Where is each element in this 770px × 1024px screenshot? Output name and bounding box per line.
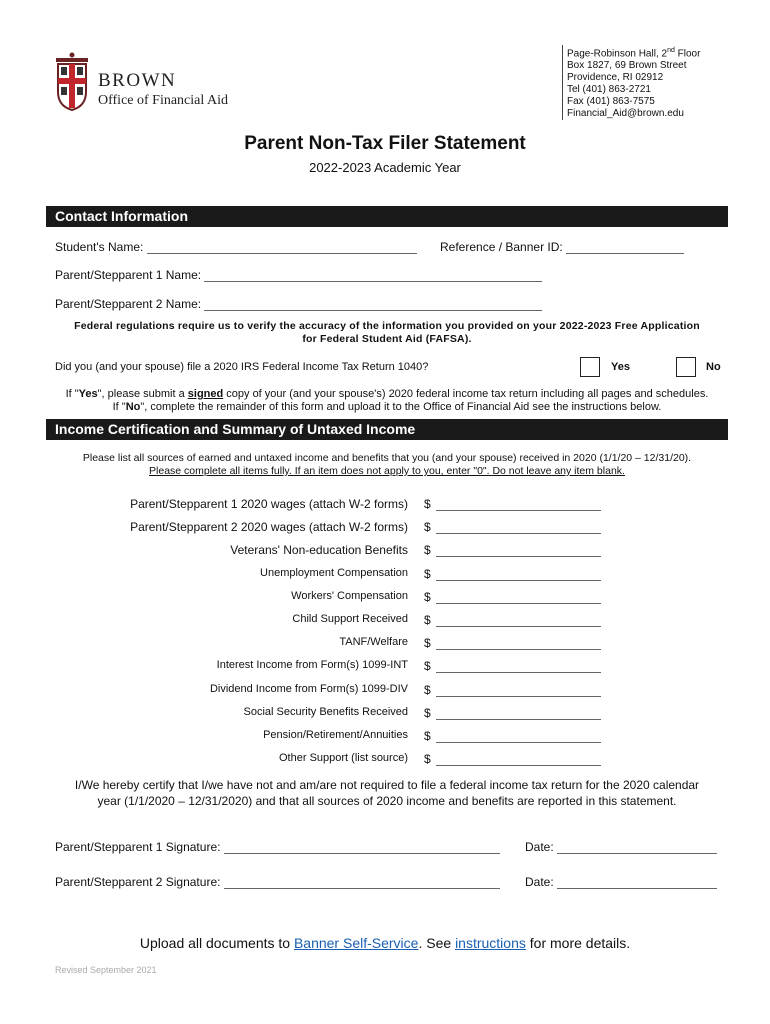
income-instruction-1: Please list all sources of earned and untaxed income and benefits that you (and your spouse) received in 2020 (1/1/20 – 12/31/20). [82, 452, 692, 464]
yes-note-text: ", please submit a [97, 388, 188, 400]
income-amount-field[interactable] [436, 499, 601, 511]
yes-label: Yes [611, 361, 630, 373]
income-item-label: Other Support (list source) [279, 752, 408, 764]
yes-note-text: If " [65, 388, 79, 400]
parent2-signature-field[interactable] [224, 877, 500, 889]
revision-date: Revised September 2021 [55, 965, 157, 975]
income-amount-field[interactable] [436, 522, 601, 534]
income-amount-field[interactable] [436, 685, 601, 697]
dollar-sign: $ [424, 659, 431, 673]
yes-note-text: copy of your (and your spouse's) 2020 federal income tax return including all pages and schedules. [223, 388, 709, 400]
student-name-row [55, 240, 417, 254]
form-title: Parent Non-Tax Filer Statement [244, 133, 526, 154]
income-item-label: Pension/Retirement/Annuities [263, 729, 408, 741]
income-amount-field[interactable] [436, 545, 601, 557]
income-item-label: Parent/Stepparent 1 2020 wages (attach W-2 forms) [130, 497, 408, 511]
dollar-sign: $ [424, 520, 431, 534]
parent2-signature-label: Parent/Stepparent 2 Signature: [55, 875, 221, 889]
dollar-sign: $ [424, 567, 431, 581]
dollar-sign: $ [424, 729, 431, 743]
income-item-label: Veterans' Non-education Benefits [230, 543, 408, 557]
upload-text: . See [418, 935, 456, 951]
instructions-link[interactable]: instructions [455, 935, 526, 951]
parent1-name-row [55, 268, 542, 282]
income-instruction-2: Please complete all items fully. If an item does not apply to you, enter "0". Do not leave any item blank. [149, 465, 625, 477]
dollar-sign: $ [424, 497, 431, 511]
income-amount-field[interactable] [436, 708, 601, 720]
parent1-signature-row [55, 840, 500, 854]
parent1-name-field[interactable] [204, 270, 542, 282]
form-subtitle: 2022-2023 Academic Year [309, 160, 461, 175]
student-name-label: Student's Name: [55, 240, 144, 254]
brand-subtitle: Office of Financial Aid [98, 93, 228, 108]
reference-row [440, 240, 684, 254]
fafsa-notice [46, 320, 728, 346]
no-instructions [46, 400, 728, 414]
income-amount-field[interactable] [436, 731, 601, 743]
yes-note-emphasis: Yes [78, 388, 98, 400]
parent2-date-row [525, 875, 717, 889]
contact-section-header: Contact Information [46, 206, 728, 227]
parent2-signature-row [55, 875, 500, 889]
date-label: Date: [525, 840, 554, 854]
no-label: No [706, 361, 721, 373]
income-item-label: Child Support Received [292, 613, 408, 625]
income-item-label: TANF/Welfare [339, 636, 408, 648]
brand-name: BROWN [98, 70, 177, 91]
parent1-signature-label: Parent/Stepparent 1 Signature: [55, 840, 221, 854]
dollar-sign: $ [424, 613, 431, 627]
parent2-name-field[interactable] [204, 299, 542, 311]
yes-checkbox[interactable] [580, 357, 600, 377]
dollar-sign: $ [424, 683, 431, 697]
office-address [562, 45, 700, 120]
income-amount-field[interactable] [436, 754, 601, 766]
dollar-sign: $ [424, 543, 431, 557]
income-item-label: Dividend Income from Form(s) 1099-DIV [209, 683, 408, 695]
parent2-name-row [55, 297, 542, 311]
notice-line: Federal regulations require us to verify the accuracy of the information you provided on your 2022-2023 Free Application [74, 320, 700, 332]
parent1-date-row [525, 840, 717, 854]
no-note-emphasis: No [125, 401, 141, 413]
dollar-sign: $ [424, 706, 431, 720]
address-email: Financial_Aid@brown.edu [567, 108, 684, 120]
yes-instructions [46, 387, 728, 401]
no-note-text: If " [112, 401, 126, 413]
dollar-sign: $ [424, 590, 431, 604]
upload-text: Upload all documents to [139, 935, 294, 951]
income-item-label: Workers' Compensation [291, 590, 408, 602]
address-line: Tel (401) 863-2721 [567, 84, 651, 96]
dollar-sign: $ [424, 636, 431, 650]
income-item-label: Interest Income from Form(s) 1099-INT [216, 659, 408, 671]
income-amount-field[interactable] [436, 661, 601, 673]
no-checkbox[interactable] [676, 357, 696, 377]
address-line: Providence, RI 02912 [567, 72, 664, 84]
certification-line: I/We hereby certify that I/we have not and am/are not required to file a federal income tax return for the 2020 calendar [74, 778, 700, 792]
date-label: Date: [525, 875, 554, 889]
parent1-name-label: Parent/Stepparent 1 Name: [55, 268, 202, 282]
student-name-field[interactable] [147, 242, 417, 254]
no-note-text: ", complete the remainder of this form and upload it to the Office of Financial Aid see the instructions below. [140, 401, 662, 413]
certification-line: year (1/1/2020 – 12/31/2020) and that all sources of 2020 income and benefits are reported in this statement. [97, 794, 677, 808]
notice-line: for Federal Student Aid (FAFSA). [302, 333, 472, 345]
parent1-date-field[interactable] [557, 842, 717, 854]
income-item-label: Social Security Benefits Received [243, 706, 408, 718]
reference-label: Reference / Banner ID: [440, 240, 563, 254]
income-amount-field[interactable] [436, 569, 601, 581]
address-line: Page-Robinson Hall, 2nd Floor [567, 47, 701, 60]
income-amount-field[interactable] [436, 615, 601, 627]
tax-return-question: Did you (and your spouse) file a 2020 IRS Federal Income Tax Return 1040? [55, 361, 429, 373]
income-section-header: Income Certification and Summary of Untaxed Income [46, 419, 728, 440]
parent1-signature-field[interactable] [224, 842, 500, 854]
dollar-sign: $ [424, 752, 431, 766]
parent2-date-field[interactable] [557, 877, 717, 889]
parent2-name-label: Parent/Stepparent 2 Name: [55, 297, 202, 311]
reference-field[interactable] [566, 242, 684, 254]
upload-instructions [0, 935, 770, 951]
brown-shield-logo [54, 52, 90, 112]
income-item-label: Parent/Stepparent 2 2020 wages (attach W-2 forms) [130, 520, 408, 534]
income-amount-field[interactable] [436, 638, 601, 650]
banner-self-service-link[interactable]: Banner Self-Service [293, 935, 419, 951]
certification-statement [46, 777, 728, 809]
income-item-label: Unemployment Compensation [260, 567, 408, 579]
signed-emphasis: signed [187, 388, 224, 400]
income-amount-field[interactable] [436, 592, 601, 604]
upload-text: for more details. [525, 935, 631, 951]
address-line: Fax (401) 863-7575 [567, 96, 655, 108]
address-line: Box 1827, 69 Brown Street [567, 60, 687, 72]
